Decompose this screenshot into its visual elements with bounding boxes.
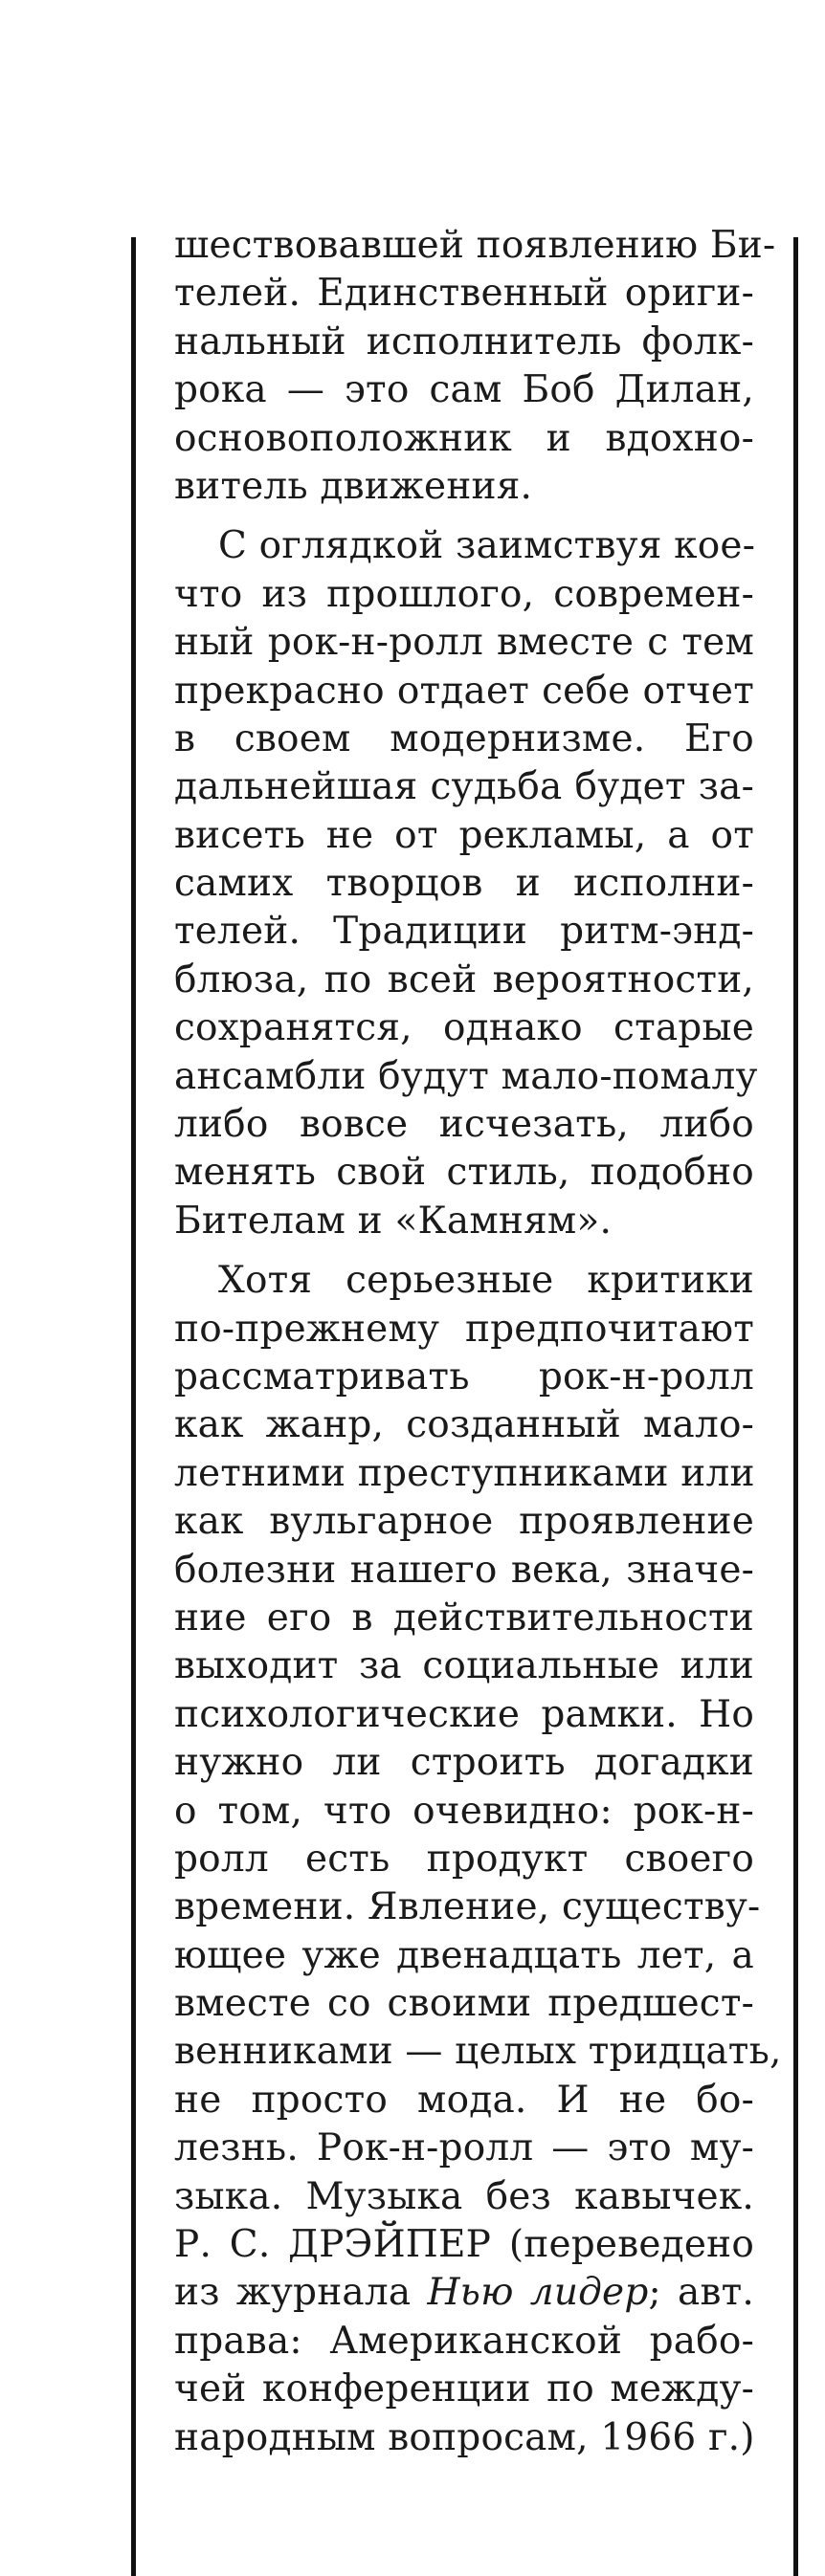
left-column-rule [131, 237, 136, 2576]
attribution-text: ; авт. [648, 2271, 754, 2315]
text-line: ющее уже двенадцать лет, а [174, 1933, 754, 1977]
text-line: о том, что очевидно: рок-н- [174, 1789, 754, 1833]
text-line: ролл есть продукт своего [174, 1837, 754, 1881]
text-line: летними преступниками или [174, 1451, 755, 1495]
text-line: витель движения. [174, 464, 533, 508]
attribution-line: Р. С. ДРЭЙПЕР (переведено [174, 2223, 754, 2267]
text-line: выходит за социальные или [174, 1644, 754, 1688]
journal-title: Нью лидер [427, 2271, 649, 2315]
text-line: телей. Единственный ориги- [174, 272, 754, 316]
text-line: как вульгарное проявление [174, 1500, 754, 1544]
text-line: времени. Явление, существу- [174, 1885, 761, 1929]
text-line: нальный исполнитель фолк- [174, 319, 754, 363]
text-line: как жанр, созданный мало- [174, 1403, 754, 1447]
text-line: основоположник и вдохно- [174, 416, 754, 460]
text-line: ный рок-н-ролл вместе с тем [174, 621, 754, 665]
text-line: ние его в действительности [174, 1596, 754, 1640]
text-line: менять свой стиль, подобно [174, 1151, 754, 1195]
text-line: болезни нашего века, значе- [174, 1548, 754, 1592]
text-line: ансамбли будут мало-помалу [174, 1054, 758, 1098]
text-line: дальнейшая судьба будет за- [174, 765, 754, 809]
text-line: зыка. Музыка без кавычек. [174, 2174, 754, 2218]
text-line: в своем модернизме. Его [174, 716, 754, 760]
text-line: прекрасно отдает себе отчет [174, 669, 754, 713]
text-line: нужно ли строить догадки [174, 1741, 754, 1785]
text-line: шествовавшей появлению Би- [174, 224, 776, 267]
text-line: С оглядкой заимствуя кое- [218, 524, 756, 568]
attribution [174, 2221, 754, 2462]
text-line: телей. Традиции ритм-энд- [174, 910, 754, 954]
text-line: рассматривать рок-н-ролл [174, 1354, 754, 1398]
text-line: по-прежнему предпочитают [174, 1307, 754, 1351]
text-line: вместе со своими предшест- [174, 1982, 754, 2026]
attribution-line [174, 2269, 754, 2317]
text-line: Бителам и «Камням». [174, 1199, 613, 1243]
text-line: либо вовсе исчезать, либо [174, 1103, 754, 1147]
text-line: Хотя серьезные критики [218, 1259, 754, 1303]
attribution-line: права: Американской рабо- [174, 2319, 754, 2363]
text-line: что из прошлого, современ- [174, 572, 754, 616]
paragraph-3 [174, 1257, 782, 2221]
attribution-text: из журнала [174, 2271, 428, 2315]
text-line: венниками — целых тридцать, [174, 2030, 782, 2074]
text-column [174, 222, 782, 2462]
text-line: самих творцов и исполни- [174, 862, 754, 906]
text-line: блюза, по всей вероятности, [174, 958, 754, 1002]
text-line: лезнь. Рок-н-ролл — это му- [174, 2126, 754, 2170]
paragraph-1 [174, 222, 776, 511]
attribution-line: народным вопросам, 1966 г.) [174, 2415, 755, 2459]
attribution-line: чей конференции по между- [174, 2367, 754, 2411]
text-line: сохранятся, однако старые [174, 1006, 754, 1050]
paragraph-2 [174, 522, 758, 1245]
text-line: висеть не от рекламы, а от [174, 813, 754, 857]
text-line: рока — это сам Боб Дилан, [174, 368, 754, 412]
text-line: не просто мода. И не бо- [174, 2078, 754, 2122]
text-line: психологические рамки. Но [174, 1692, 754, 1736]
right-column-rule [793, 237, 798, 2576]
